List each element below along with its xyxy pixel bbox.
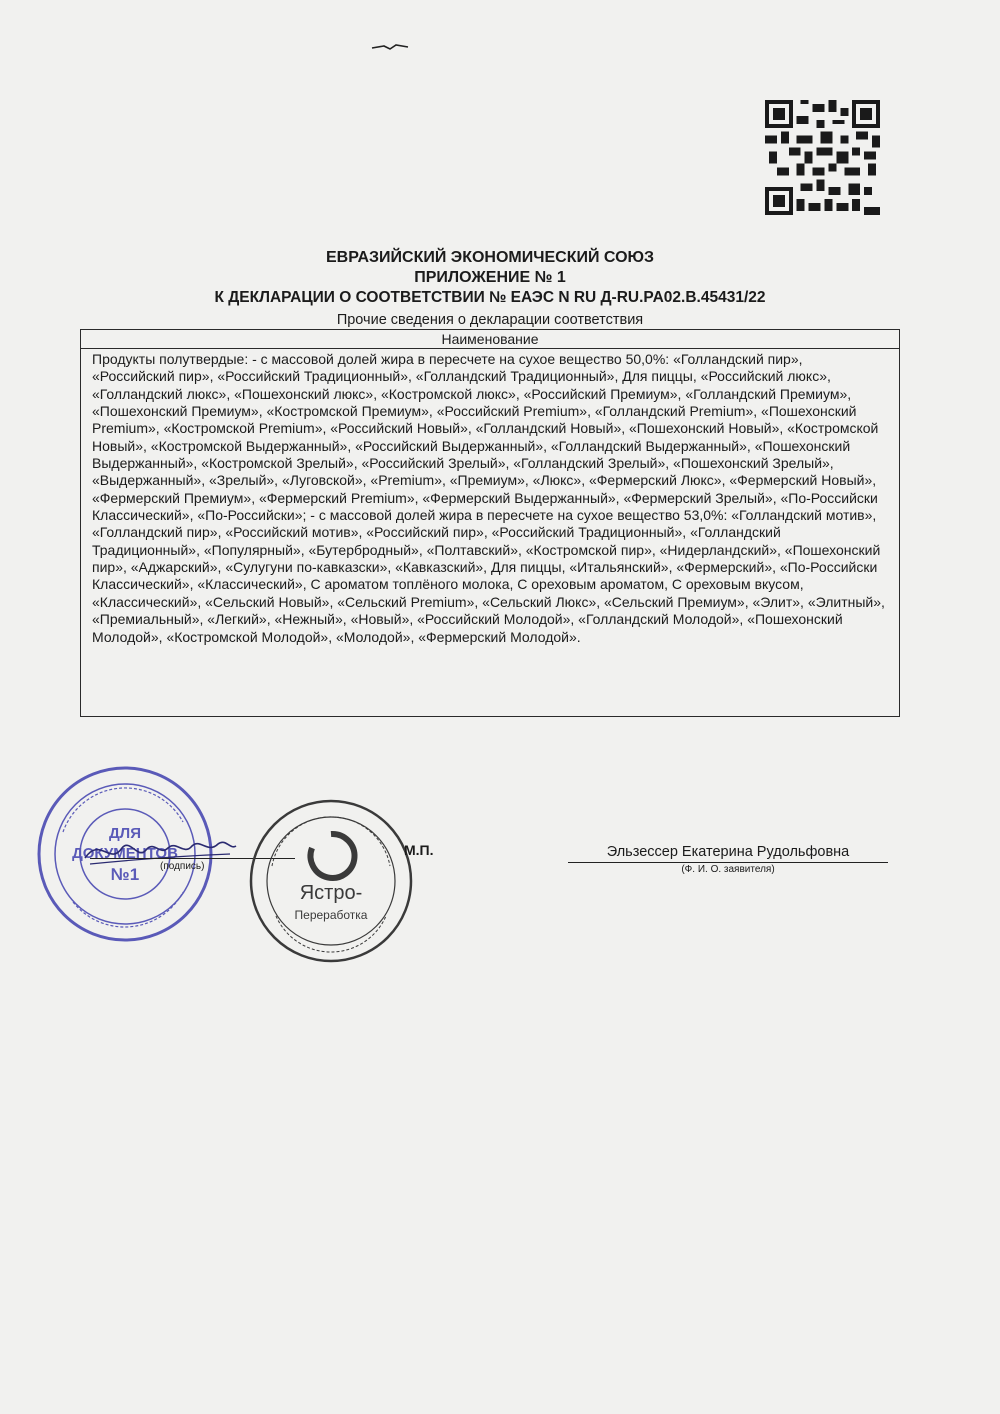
table-cell-products: Продукты полутвердые: - с массовой долей жира в пересчете на сухое вещество 50,0%: «Голландский пир», «Российский пир», «Российский Традиционный», «Голландский Традиционный», Для пиццы, «Российский люкс», «Голландский люкс», «Пошехонский люкс», «Костромской люкс», «Российский Премиум», «Голландский Премиум», «Пошехонский Премиум», «Костромской Премиум», «Российский Premium», «Голландский Premium», «Пошехонский Premium», «Костромской Premium», «Российский Новый», «Голландский Новый», «Пошехонский Новый», «Костромской Новый», «Костромской Выдержанный», «Российский Выдержанный», «Голландский Выдержанный», «Пошехонский Выдержанный», «Костромской Зрелый», «Российский Зрелый», «Голландский Зрелый», «Пошехонский Зрелый», «Выдержанный», «Зрелый», «Луговской», «Premium», «Премиум», «Люкс», «Фермерский Люкс», «Фермерский Новый», «Фермерский Премиум», «Фермерский Premium», «Фермерский Выдержанный», «Фермерский Зрелый», «По-Российски Классический», «По-Российски»; - с массовой долей жира в пересчете на сухое вещество 53,0%: «Голландский мотив», «Голландский пир», «Российский мотив», «Российский пир», «Российский Традиционный», «Голландский Традиционный», «Популярный», «Бутербродный», «Полтавский», «Костромской пир», «Нидерландский», «Пошехонский пир», «Аджарский», «Сулугуни по-кавказски», «Кавказский», Для пиццы, «Итальянский», «Фермерский», «По-Российски Классический», «Классический», С ароматом топлёного молока, С ореховым ароматом, С ореховым вкусом, «Классический», «Сельский Новый», «Сельский Premium», «Сельский Люкс», «Сельский Премиум», «Элит», «Элитный», «Премиальный», «Легкий», «Нежный», «Новый», «Российский Молодой», «Голландский Молодой», «Пошехонский Молодой», «Костромской Молодой», «Молодой», «Фермерский Молодой». [92,351,885,645]
document-subtitle: Прочие сведения о декларации соответствия [336,312,644,328]
svg-text:ДОКУМЕНТОВ: ДОКУМЕНТОВ [72,845,178,862]
svg-text:№1: №1 [110,865,140,884]
svg-text:Ястро-: Ястро- [299,882,363,904]
document-heading [80,248,900,308]
svg-text:Переработка: Переработка [294,908,368,922]
scan-mark-icon [370,40,410,54]
table-header: Наименование [81,330,899,349]
signature-caption: (подпись) [160,861,205,872]
declaration-number: К ДЕКЛАРАЦИИ О СООТВЕТСТВИИ № ЕАЭС N RU Д-RU.PA02.B.45431/22 [214,289,766,306]
qr-code-icon [765,100,880,215]
applicant-name-line [568,862,888,863]
stamp-place-label: М.П. [404,842,434,858]
company-seal-right-icon [246,796,416,966]
union-title: ЕВРАЗИЙСКИЙ ЭКОНОМИЧЕСКИЙ СОЮЗ [325,249,655,266]
appendix-title: ПРИЛОЖЕНИЕ № 1 [414,269,566,286]
applicant-name: Эльзессер Екатерина Рудольфовна [606,844,850,860]
applicant-caption: (Ф. И. О. заявителя) [681,864,775,875]
product-table [80,329,900,717]
svg-text:ДЛЯ: ДЛЯ [109,825,141,842]
